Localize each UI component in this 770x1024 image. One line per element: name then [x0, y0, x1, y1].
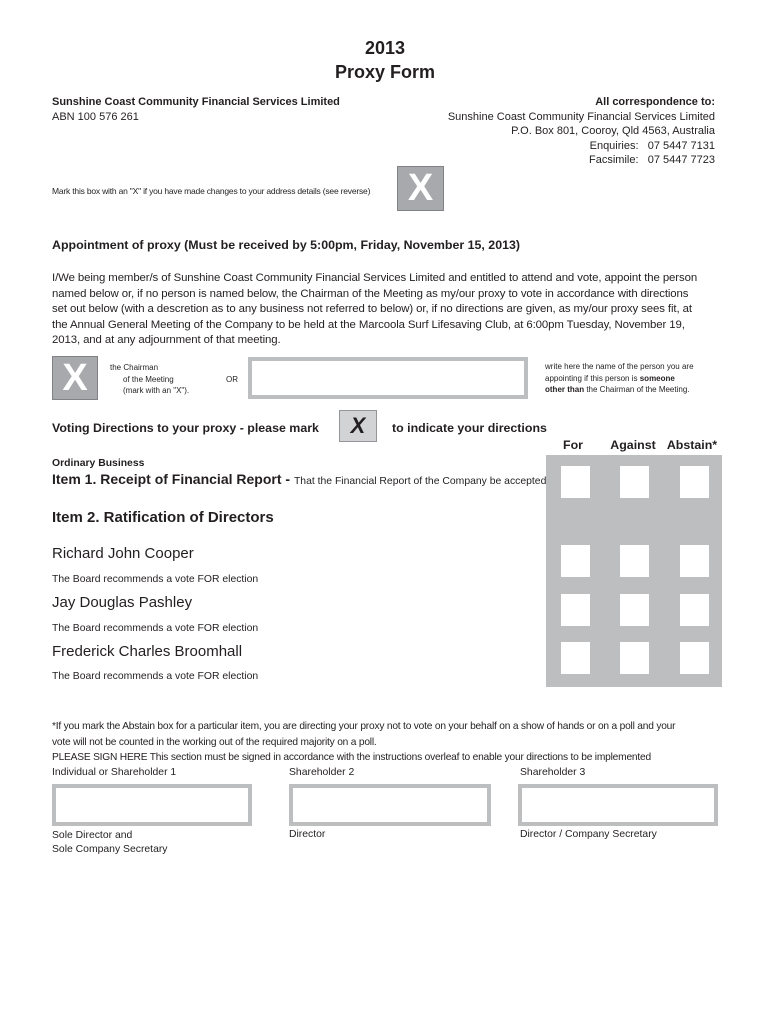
- enquiries-number: 07 5447 7131: [647, 139, 715, 152]
- signature-role-2: Director: [289, 829, 326, 840]
- item2-title: Item 2. Ratification of Directors: [52, 509, 274, 526]
- signature-field-3[interactable]: [518, 784, 718, 826]
- x-mark-icon: X: [407, 167, 434, 209]
- signature-role-1: [52, 829, 168, 857]
- director-name: Frederick Charles Broomhall: [52, 643, 243, 660]
- proxy-note-line: [545, 373, 745, 385]
- appointment-heading: Appointment of proxy (Must be received by 5:00pm, Friday, November 15, 2013): [52, 238, 520, 252]
- director2-abstain-checkbox[interactable]: [680, 594, 709, 626]
- signature-input-3[interactable]: [522, 788, 714, 822]
- footnote-line: PLEASE SIGN HERE This section must be signed in accordance with the instructions overleaf to enable your directions to be implemented: [52, 752, 651, 763]
- signature-label-1: Individual or Shareholder 1: [52, 767, 177, 778]
- proxy-name-field[interactable]: [248, 357, 528, 399]
- proxy-note: [545, 361, 745, 396]
- col-against: Against: [610, 438, 656, 452]
- appointment-line: I/We being member/s of Sunshine Coast Community Financial Services Limited and entitled to attend and vote, appoint the person: [52, 272, 698, 284]
- enquiries-line: [355, 139, 715, 154]
- signature-role-3: Director / Company Secretary: [520, 829, 657, 840]
- col-for: For: [563, 438, 583, 452]
- proxy-note-text: the Chairman of the Meeting.: [584, 385, 690, 394]
- signature-role-line: Sole Company Secretary: [52, 844, 168, 855]
- x-mark-icon: X: [62, 356, 88, 399]
- proxy-note-emphasis: someone: [639, 373, 675, 383]
- correspondence-heading: All correspondence to:: [595, 96, 715, 108]
- x-mark-icon: X: [350, 413, 366, 438]
- proxy-note-line: write here the name of the person you are: [545, 362, 694, 371]
- proxy-note-text: appointing if this person is: [545, 373, 640, 383]
- director3-against-checkbox[interactable]: [620, 642, 649, 674]
- footnote: [52, 719, 742, 766]
- signature-input-1[interactable]: [56, 788, 248, 822]
- voting-directions-suffix: to indicate your directions: [392, 421, 547, 435]
- director-recommendation: The Board recommends a vote FOR election: [52, 623, 259, 634]
- signature-role-line: Sole Director and: [52, 830, 133, 841]
- director-recommendation: The Board recommends a vote FOR election: [52, 671, 259, 682]
- footnote-line: *If you mark the Abstain box for a particular item, you are directing your proxy not to vote on your behalf on a show of hands or on a poll and your: [52, 721, 676, 732]
- signature-field-2[interactable]: [289, 784, 491, 826]
- ordinary-business-label: Ordinary Business: [52, 458, 145, 469]
- form-title: Proxy Form: [334, 62, 436, 82]
- signature-label-3: Shareholder 3: [520, 767, 586, 778]
- correspondence-block: [355, 95, 715, 168]
- chairman-label-line: (mark with an "X").: [123, 386, 190, 395]
- col-abstain: Abstain*: [666, 438, 718, 452]
- proxy-note-line: [545, 384, 745, 396]
- company-name: Sunshine Coast Community Financial Services Limited: [52, 96, 340, 108]
- facsimile-label: Facsimile:: [589, 154, 639, 166]
- voting-example-box: [339, 410, 377, 442]
- director3-abstain-checkbox[interactable]: [680, 642, 709, 674]
- item1-desc: That the Financial Report of the Company be accepted: [293, 476, 547, 487]
- chairman-label: [110, 362, 189, 397]
- director1-for-checkbox[interactable]: [561, 545, 590, 577]
- signature-field-1[interactable]: [52, 784, 252, 826]
- appointment-line: the Annual General Meeting of the Company to be held at the Marcoola Surf Lifesaving Club, at 6:00pm Tuesday, November 19,: [52, 318, 685, 331]
- director-recommendation: The Board recommends a vote FOR election: [52, 574, 259, 585]
- footnote-line: vote will not be counted in the working out of the required majority on a poll.: [52, 736, 377, 748]
- appointment-line: 2013, and at any adjournment of that meeting.: [52, 334, 281, 347]
- chairman-label-line: of the Meeting: [123, 374, 174, 384]
- director-name: Jay Douglas Pashley: [52, 594, 193, 611]
- appointment-text: [52, 271, 732, 349]
- chairman-checkbox[interactable]: [52, 356, 98, 400]
- director-name: Richard John Cooper: [52, 545, 194, 562]
- item1-for-checkbox[interactable]: [561, 466, 590, 498]
- company-abn: ABN 100 576 261: [52, 111, 139, 123]
- item1-title: Item 1. Receipt of Financial Report -: [52, 471, 294, 487]
- appointment-line: named below or, if no person is named below, the Chairman of the Meeting as my/our proxy to vote in accordance with directions: [52, 287, 689, 300]
- chairman-label-line: the Chairman: [110, 363, 159, 372]
- address-change-checkbox[interactable]: [397, 166, 444, 211]
- director2-for-checkbox[interactable]: [561, 594, 590, 626]
- proxy-note-emphasis: other than: [545, 385, 585, 394]
- enquiries-label: Enquiries:: [589, 139, 639, 152]
- address-change-text: Mark this box with an "X" if you have made changes to your address details (see reverse): [52, 186, 371, 196]
- correspondence-name: Sunshine Coast Community Financial Services Limited: [447, 110, 715, 123]
- voting-directions-label: Voting Directions to your proxy - please mark: [52, 421, 319, 435]
- director1-against-checkbox[interactable]: [620, 545, 649, 577]
- signature-input-2[interactable]: [293, 788, 487, 822]
- item1-against-checkbox[interactable]: [620, 466, 649, 498]
- appointment-line: set out below (with a descretion as to any business not referred to below) or, if no directions are given, as my/our proxy sees fit, at: [52, 303, 692, 316]
- director2-against-checkbox[interactable]: [620, 594, 649, 626]
- proxy-name-input[interactable]: [252, 361, 524, 395]
- director1-abstain-checkbox[interactable]: [680, 545, 709, 577]
- item1-abstain-checkbox[interactable]: [680, 466, 709, 498]
- form-year: 2013: [364, 38, 406, 58]
- or-label: OR: [226, 375, 238, 384]
- director3-for-checkbox[interactable]: [561, 642, 590, 674]
- item1-row: [52, 471, 546, 489]
- correspondence-address: P.O. Box 801, Cooroy, Qld 4563, Australia: [511, 125, 715, 137]
- signature-label-2: Shareholder 2: [289, 767, 355, 778]
- facsimile-number: 07 5447 7723: [647, 154, 715, 166]
